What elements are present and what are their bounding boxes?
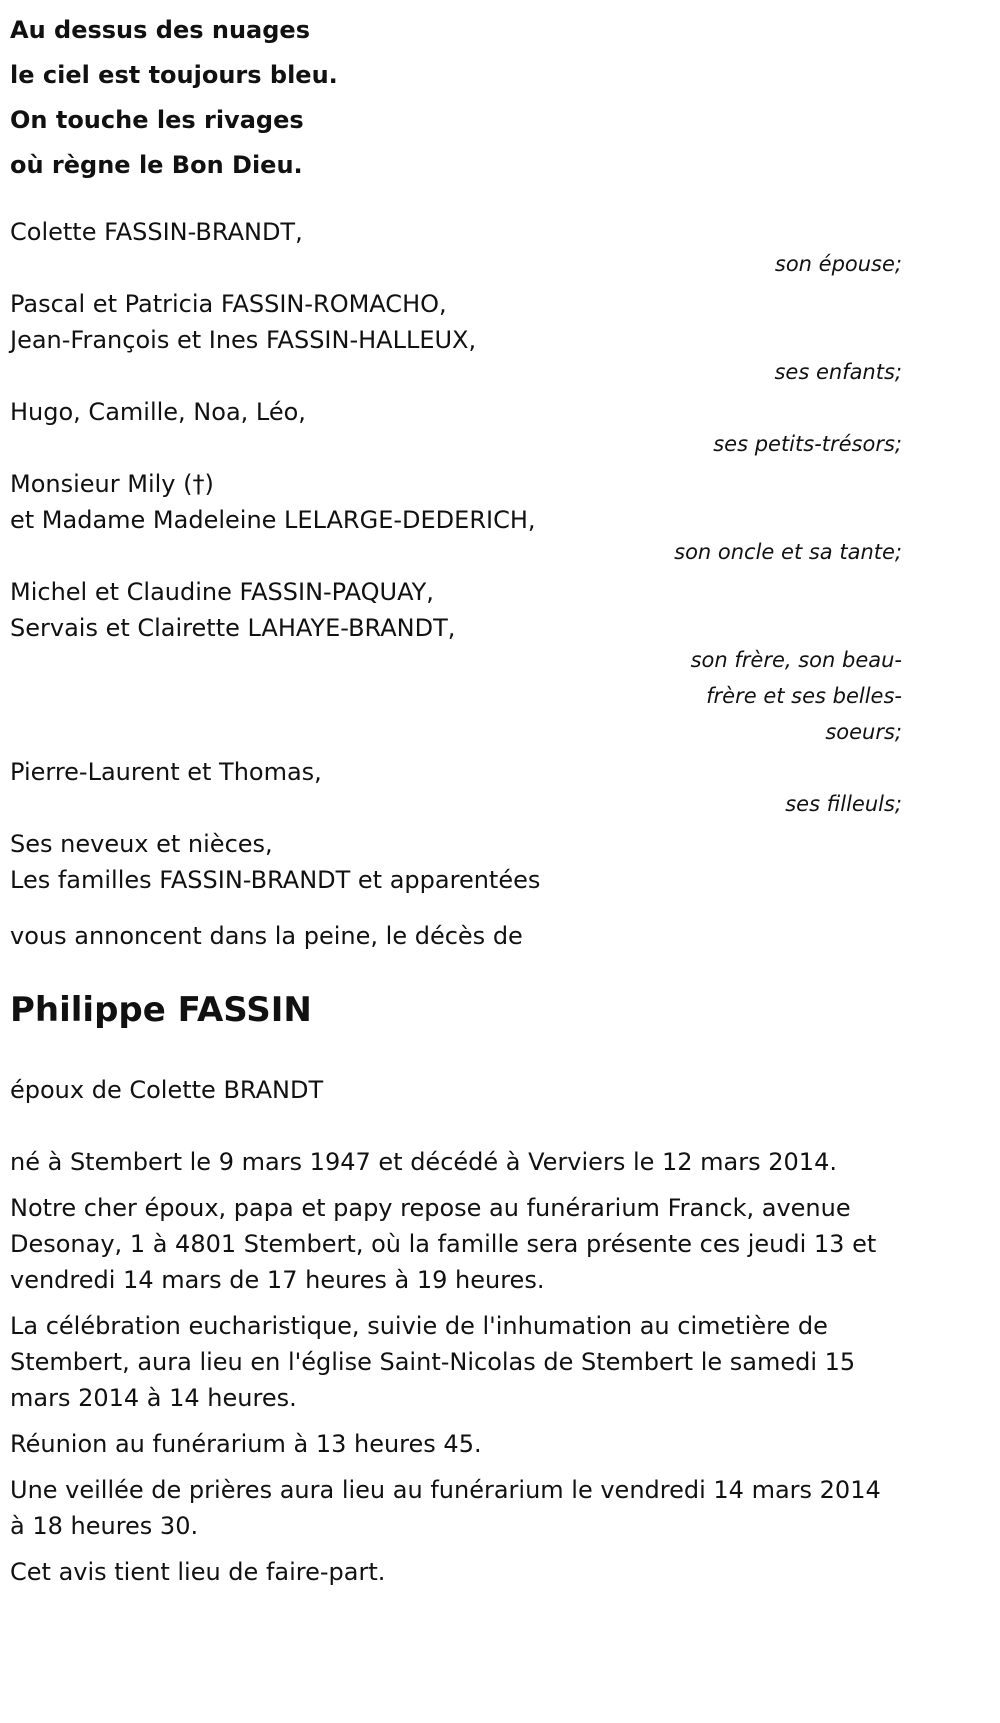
mourner-group-grandchildren [10,394,902,462]
mourner-name: Michel et Claudine FASSIN-PAQUAY, [10,578,434,606]
mourners-list [10,214,902,898]
birth-death-paragraph: né à Stembert le 9 mars 1947 et décédé à Verviers le 12 mars 2014. [10,1148,837,1176]
poem-line: On touche les rivages [10,106,304,134]
poem-line: où règne le Bon Dieu. [10,151,303,179]
mourner-name: Pascal et Patricia FASSIN-ROMACHO, [10,290,447,318]
deceased-name: Philippe FASSIN [10,990,312,1030]
relation-label: ses petits-trésors; [713,432,902,456]
notice-paragraph: Cet avis tient lieu de faire-part. [10,1558,386,1586]
relation-label: ses enfants; [774,360,902,384]
relation-label: son frère, son beau-frère et ses belles-soeurs; [690,648,902,744]
mourner-name: Pierre-Laurent et Thomas, [10,758,322,786]
viewing-paragraph: Notre cher époux, papa et papy repose au funérarium Franck, avenue Desonay, 1 à 4801 Stembert, où la famille sera présente ces jeudi 13 et vendredi 14 mars de 17 heures à 19 heures. [10,1194,877,1294]
mourner-group-godchildren [10,754,902,822]
poem [10,8,902,188]
other-mourners [10,826,902,898]
mourner-name: Hugo, Camille, Noa, Léo, [10,398,306,426]
ceremony-paragraph: La célébration eucharistique, suivie de l'inhumation au cimetière de Stembert, aura lieu en l'église Saint-Nicolas de Stembert le samedi 15 mars 2014 à 14 heures. [10,1312,856,1412]
mourner-group-siblings [10,574,902,750]
mourner-group-uncle-aunt [10,466,902,570]
mourner-name: Ses neveux et nièces, [10,830,273,858]
mourner-name: Monsieur Mily (†) [10,470,214,498]
poem-line: le ciel est toujours bleu. [10,61,338,89]
mourner-name: et Madame Madeleine LELARGE-DEDERICH, [10,506,536,534]
mourner-group-children [10,286,902,390]
relation-label: ses filleuls; [785,792,902,816]
meeting-paragraph: Réunion au funérarium à 13 heures 45. [10,1430,482,1458]
spouse-line: époux de Colette BRANDT [10,1076,324,1104]
mourner-name: Les familles FASSIN-BRANDT et apparentées [10,866,541,894]
mourner-name: Servais et Clairette LAHAYE-BRANDT, [10,614,456,642]
mourner-name: Jean-François et Ines FASSIN-HALLEUX, [10,326,477,354]
relation-label: son oncle et sa tante; [674,540,902,564]
obituary-notice [10,0,902,1590]
vigil-paragraph: Une veillée de prières aura lieu au funérarium le vendredi 14 mars 2014 à 18 heures 30. [10,1476,881,1540]
mourner-name: Colette FASSIN-BRANDT, [10,218,303,246]
announcement: vous annoncent dans la peine, le décès de [10,922,523,950]
relation-label: son épouse; [774,252,902,276]
poem-line: Au dessus des nuages [10,16,310,44]
mourner-group-spouse [10,214,902,282]
